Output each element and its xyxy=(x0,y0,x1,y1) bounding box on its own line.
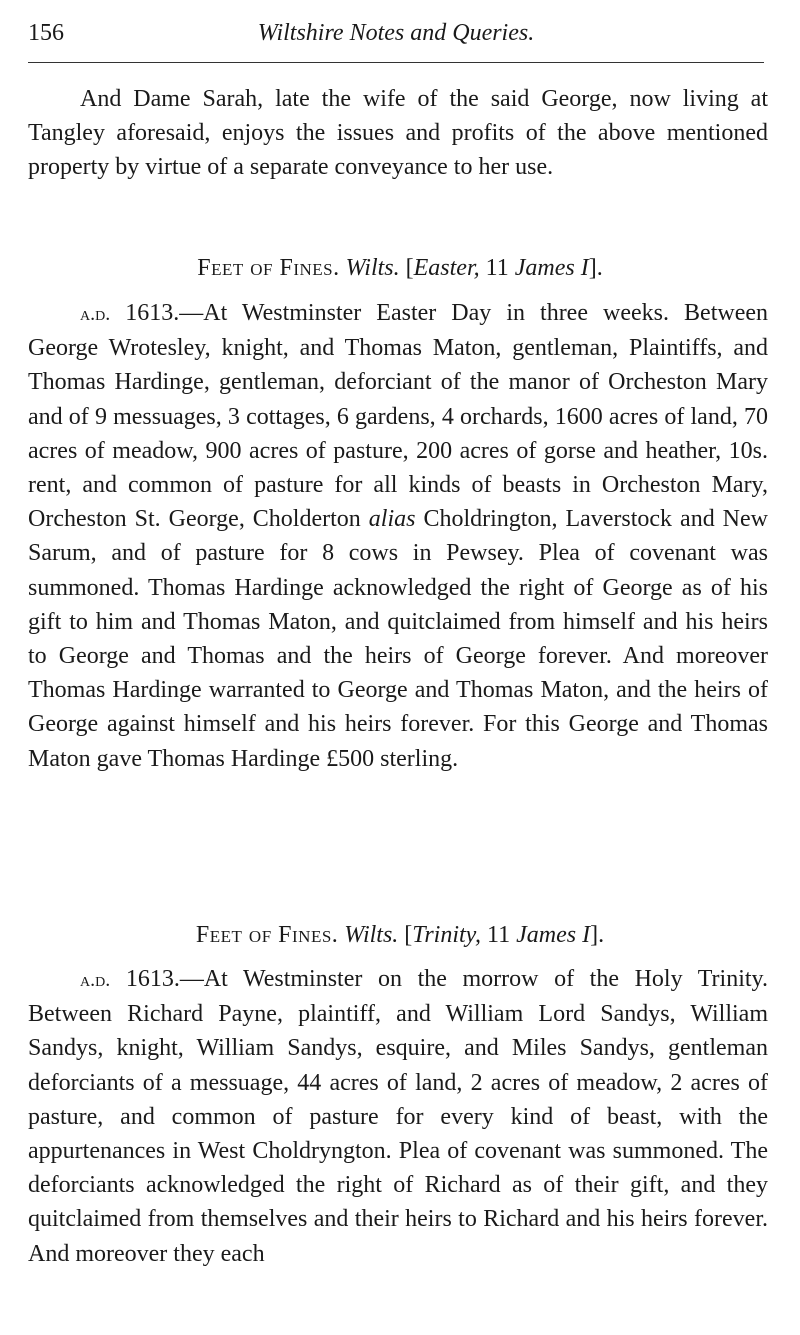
section-1-heading-county: Wilts. xyxy=(345,255,400,281)
section-1-heading xyxy=(0,255,800,282)
page-number: 156 xyxy=(28,20,64,46)
section-2-body-text: 1613.—At Westminster on the morrow of the Holy Trinity. Between Richard Payne, plaintiff, and William Lord Sandys, William Sandys, knight, William Sandys, esquire, and Miles Sandys, gentleman deforciants of a messuage, 44 acres of land, 2 acres of meadow, 2 acres of pasture, and common of pasture for every kind of beast, with the appurtenances in West Choldryngton. Plea of covenant was summoned. The deforciants acknowledged the right of Richard as of their gift, and they quitclaimed from themselves and their heirs to Richard and his heirs forever. And moreover they each xyxy=(28,966,768,1267)
section-1-body xyxy=(28,296,768,776)
section-2-heading-term: Trinity, xyxy=(412,922,481,948)
page-header xyxy=(28,16,764,52)
section-2-ad: a.d. xyxy=(80,969,111,991)
section-2-heading-king: James I xyxy=(516,922,591,948)
section-2-heading-county: Wilts. xyxy=(344,922,399,948)
section-1-text xyxy=(28,296,768,776)
section-2-heading-close: ]. xyxy=(590,922,605,948)
section-2-heading xyxy=(0,922,800,949)
section-2-text xyxy=(28,962,768,1271)
section-1-ad: a.d. xyxy=(80,303,111,325)
section-1-heading-prefix: Feet of Fines. xyxy=(197,255,340,281)
paragraph-1-text: And Dame Sarah, late the wife of the said George, now living at Tangley aforesaid, enjoys the issues and profits of the above mentioned property by virtue of a separate conveyance to her use. xyxy=(28,86,768,181)
section-1-body-text-2: Choldrington, Laverstock and New Sarum, and of pasture for 8 cows in Pewsey. Plea of covenant was summoned. Thomas Hardinge acknowledged the right of George as of his gift to him and Thomas Maton, and quitclaimed from himself and his heirs to George and Thomas and the heirs of George forever. And moreover Thomas Hardinge warranted to George and Thomas Maton, and the heirs of George against himself and his heirs forever. For this George and Thomas Maton gave Thomas Hardinge £500 sterling. xyxy=(28,506,768,772)
section-2-heading-regnal: 11 xyxy=(481,922,517,948)
section-1-heading-close: ]. xyxy=(588,255,603,281)
paragraph-1 xyxy=(28,82,768,185)
section-1-heading-regnal: 11 xyxy=(479,255,515,281)
running-title: Wiltshire Notes and Queries. xyxy=(257,20,535,46)
section-1-heading-open: [ xyxy=(405,255,414,281)
section-1-body-text: 1613.—At Westminster Easter Day in three weeks. Between George Wrotesley, knight, and Thomas Maton, gentleman, Plaintiffs, and Thomas Hardinge, gentleman, deforciant of the manor of Orcheston Mary and of 9 messuages, 3 cottages, 6 gardens, 4 orchards, 1600 acres of land, 70 acres of meadow, 900 acres of pasture, 200 acres of gorse and heather, 10s. rent, and common of pasture for all kinds of beasts in Orcheston Mary, Orcheston St. George, Cholderton xyxy=(28,300,768,533)
section-1-heading-king: James I xyxy=(514,255,589,281)
section-2-body xyxy=(28,962,768,1271)
header-rule xyxy=(28,62,764,63)
section-2-heading-prefix: Feet of Fines. xyxy=(195,922,339,948)
section-1-heading-term: Easter, xyxy=(413,255,480,281)
section-2-heading-open: [ xyxy=(404,922,413,948)
section-1-alias: alias xyxy=(368,506,416,533)
